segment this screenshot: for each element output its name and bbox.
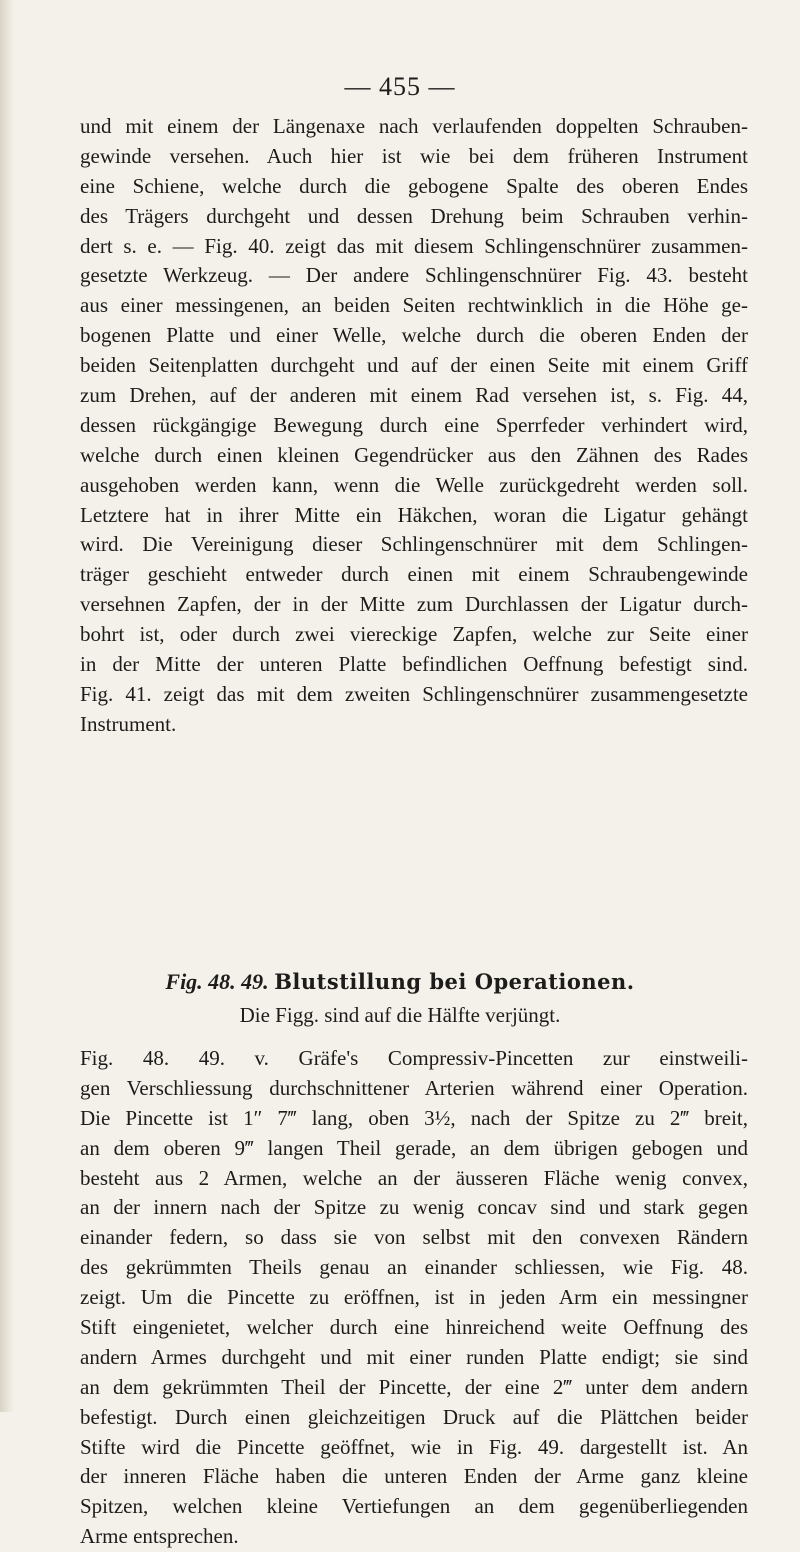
text-line: eine Schiene, welche durch die gebogene Spalte des oberen Endes	[80, 173, 748, 198]
text-line: Stift eingenietet, welcher durch eine hinreichend weite Oeffnung des	[80, 1315, 748, 1340]
text-line: Arme entsprechen.	[80, 1524, 239, 1549]
text-line: Fig. 48. 49. v. Gräfe's Compressiv-Pincetten zur einstweili-	[80, 1046, 748, 1070]
text-line: an dem gekrümmten Theil der Pincette, der eine 2‴ unter dem andern	[80, 1374, 748, 1399]
text-line: ausgehoben werden kann, wenn die Welle zurückgedreht werden soll.	[80, 472, 748, 497]
page-binding-edge	[0, 0, 14, 1412]
text-line: einander federn, so dass sie von selbst mit den convexen Rändern	[80, 1225, 748, 1250]
text-line: Letztere hat in ihrer Mitte ein Häkchen, woran die Ligatur gehängt	[80, 502, 748, 527]
paragraph-instrument-description	[80, 112, 748, 740]
text-line: bohrt ist, oder durch zwei viereckige Zapfen, welche zur Seite einer	[80, 622, 748, 647]
text-line: gen Verschliessung durchschnittener Arterien während einer Operation.	[80, 1075, 748, 1100]
text-line: Spitzen, welchen kleine Vertiefungen an dem gegenüberliegenden	[80, 1494, 748, 1519]
text-line: aus einer messingenen, an beiden Seiten rechtwinklich in die Höhe ge-	[80, 293, 748, 318]
text-line: an der innern nach der Spitze zu wenig concav sind und stark gegen	[80, 1195, 748, 1220]
text-line: wird. Die Vereinigung dieser Schlingenschnürer mit dem Schlingen-	[80, 532, 748, 557]
text-line: gewinde versehen. Auch hier ist wie bei dem früheren Instrument	[80, 143, 748, 168]
text-line: des Trägers durchgeht und dessen Drehung beim Schrauben verhin-	[80, 203, 748, 228]
text-line: des gekrümmten Theils genau an einander schliessen, wie Fig. 48.	[80, 1255, 748, 1280]
paragraph-pincette-description	[80, 1044, 748, 1552]
page-number: — 455 —	[344, 72, 456, 101]
text-line: gesetzte Werkzeug. — Der andere Schlingenschnürer Fig. 43. besteht	[80, 263, 748, 288]
text-line: andern Armes durchgeht und mit einer runden Platte endigt; sie sind	[80, 1344, 748, 1369]
text-line: Instrument.	[80, 711, 177, 736]
text-line: dert s. e. — Fig. 40. zeigt das mit diesem Schlingenschnürer zusammen-	[80, 233, 748, 258]
text-line: Stifte wird die Pincette geöffnet, wie in Fig. 49. dargestellt ist. An	[80, 1434, 748, 1459]
section-title: Blutstillung bei Operationen.	[274, 969, 635, 994]
section-heading	[0, 967, 800, 997]
section-subtitle: Die Figg. sind auf die Hälfte verjüngt.	[239, 1003, 561, 1027]
section-figure-reference: Fig. 48. 49.	[165, 969, 269, 994]
text-line: zum Drehen, auf der anderen mit einem Rad versehen ist, s. Fig. 44,	[80, 383, 748, 408]
text-line: in der Mitte der unteren Platte befindlichen Oeffnung befestigt sind.	[80, 652, 748, 677]
text-line: und mit einem der Längenaxe nach verlaufenden doppelten Schrauben-	[80, 114, 748, 138]
text-line: der inneren Fläche haben die unteren Enden der Arme ganz kleine	[80, 1464, 748, 1489]
text-line: befestigt. Durch einen gleichzeitigen Druck auf die Plättchen beider	[80, 1404, 748, 1429]
text-line: versehnen Zapfen, der in der Mitte zum Durchlassen der Ligatur durch-	[80, 592, 748, 617]
text-line: zeigt. Um die Pincette zu eröffnen, ist in jeden Arm ein messingner	[80, 1285, 748, 1310]
text-line: träger geschieht entweder durch einen mit einem Schraubengewinde	[80, 562, 748, 587]
text-line: beiden Seitenplatten durchgeht und auf der einen Seite mit einem Griff	[80, 353, 748, 378]
text-line: Die Pincette ist 1″ 7‴ lang, oben 3½, nach der Spitze zu 2‴ breit,	[80, 1105, 748, 1130]
text-line: an dem oberen 9‴ langen Theil gerade, an dem übrigen gebogen und	[80, 1135, 748, 1160]
text-line: bogenen Platte und einer Welle, welche durch die oberen Enden der	[80, 323, 748, 348]
text-line: welche durch einen kleinen Gegendrücker aus den Zähnen des Rades	[80, 442, 748, 467]
text-line: Fig. 41. zeigt das mit dem zweiten Schlingenschnürer zusammengesetzte	[80, 681, 748, 706]
text-line: dessen rückgängige Bewegung durch eine Sperrfeder verhindert wird,	[80, 412, 748, 437]
text-line: besteht aus 2 Armen, welche an der äusseren Fläche wenig convex,	[80, 1165, 748, 1190]
